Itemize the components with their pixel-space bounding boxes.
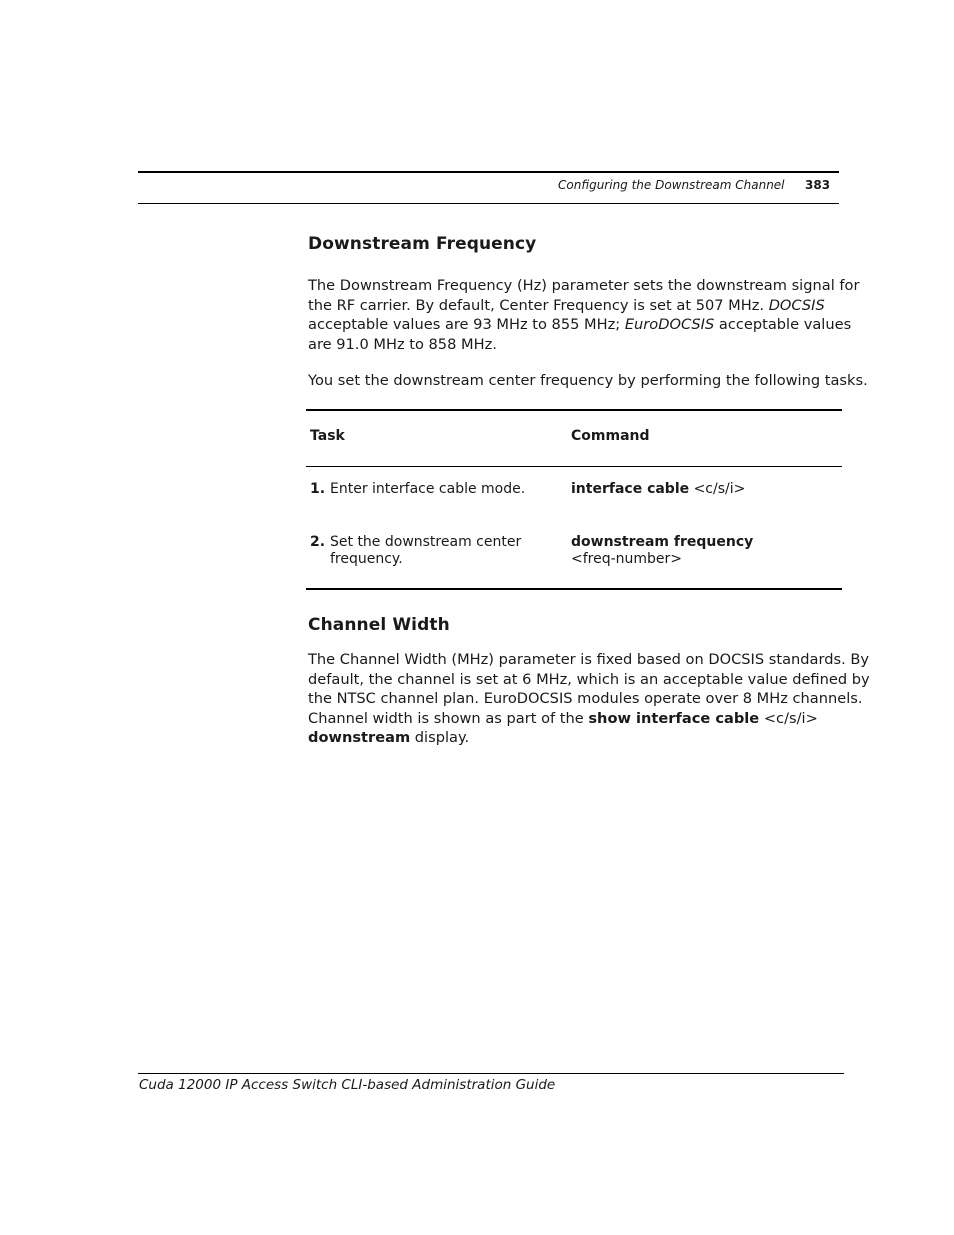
para-line <box>308 315 852 335</box>
header-top-rule <box>138 171 839 173</box>
table-row-task <box>330 534 521 568</box>
header-bottom-rule <box>138 203 839 204</box>
para-line: The Downstream Frequency (Hz) parameter sets the downstream signal for <box>308 277 860 294</box>
command-keyword: interface cable <box>571 481 690 497</box>
para-text: <c/s/i> <box>759 709 818 727</box>
table-row-number: 2. <box>310 534 326 550</box>
task-text: frequency. <box>330 551 403 567</box>
para-text: acceptable values are 93 MHz to 855 MHz; <box>308 316 625 333</box>
body-paragraph <box>308 371 868 391</box>
table-header-command: Command <box>571 428 650 444</box>
para-line <box>308 728 853 748</box>
table-row-number: 1. <box>310 481 326 497</box>
para-line: the NTSC channel plan. EuroDOCSIS modules operate over 8 MHz channels. <box>308 690 863 707</box>
table-header-rule <box>306 466 842 467</box>
footer-title: Cuda 12000 IP Access Switch CLI-based Administration Guide <box>139 1077 556 1093</box>
table-bottom-rule <box>306 588 842 590</box>
body-paragraph <box>308 276 860 354</box>
para-italic-term: EuroDOCSIS <box>624 316 715 333</box>
task-text: Enter interface cable mode. <box>330 481 526 497</box>
para-text: acceptable values <box>714 316 852 333</box>
table-row-task <box>330 481 525 498</box>
para-command: downstream <box>308 729 411 746</box>
para-line <box>308 296 848 316</box>
para-line <box>308 709 853 729</box>
para-text: Channel width is shown as part of the <box>308 709 589 727</box>
task-text: Set the downstream center <box>330 534 522 550</box>
body-paragraph <box>308 650 870 748</box>
command-arg: <c/s/i> <box>689 481 746 497</box>
command-arg: <freq-number> <box>571 551 683 567</box>
para-text: the RF carrier. By default, Center Frequency is set at 507 MHz. <box>308 296 769 314</box>
footer-rule <box>138 1073 844 1074</box>
para-line: The Channel Width (MHz) parameter is fixed based on DOCSIS standards. By <box>308 651 870 668</box>
para-text: display. <box>410 729 470 746</box>
para-line: default, the channel is set at 6 MHz, which is an acceptable value defined by <box>308 670 870 688</box>
para-command: show interface cable <box>588 709 760 727</box>
page-number: 383 <box>805 178 831 192</box>
command-keyword: downstream frequency <box>571 534 754 550</box>
table-header-task: Task <box>310 428 345 444</box>
table-row-command <box>571 481 745 498</box>
para-line: are 91.0 MHz to 858 MHz. <box>308 335 497 353</box>
table-row-command <box>571 534 753 568</box>
running-header-title: Configuring the Downstream Channel <box>558 178 785 192</box>
table-top-rule <box>306 409 842 411</box>
para-italic-term: DOCSIS <box>768 296 825 314</box>
section-heading-channel-width: Channel Width <box>308 615 450 635</box>
para-line: You set the downstream center frequency by performing the following tasks. <box>308 372 868 389</box>
section-heading-downstream-frequency: Downstream Frequency <box>308 234 537 254</box>
